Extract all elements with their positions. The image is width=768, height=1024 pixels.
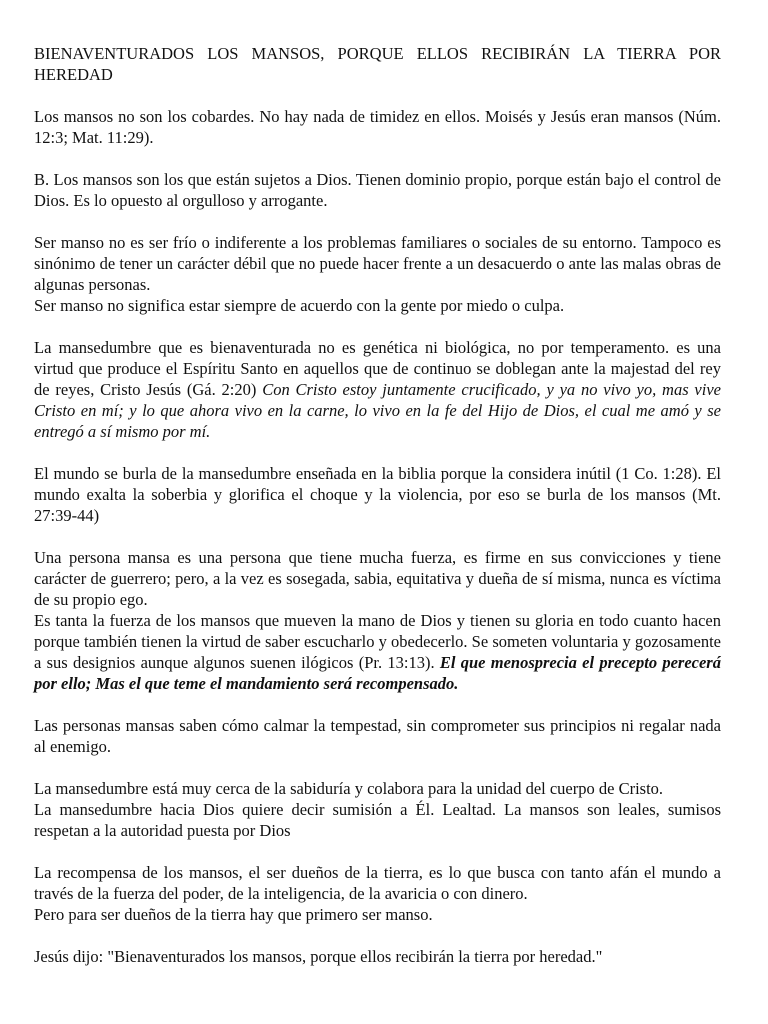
paragraph-9b: Pero para ser dueños de la tierra hay que primero ser manso.	[34, 905, 433, 924]
paragraph-7: Las personas mansas saben cómo calmar la tempestad, sin comprometer sus principios ni regalar nada al enemigo.	[34, 716, 721, 756]
scripture-quote-galatians: Con Cristo estoy juntamente crucificado, y ya no vivo yo, mas vive Cristo en mí; y lo que ahora vivo en la carne, lo vivo en la fe del Hijo de Dios, el cual me amó y se entregó a sí mismo por mí.	[34, 380, 721, 441]
paragraph-9a: La recompensa de los mansos, el ser dueños de la tierra, es lo que busca con tanto afán el mundo a través de la fuerza del poder, de la inteligencia, de la avaricia o con dinero.	[34, 863, 721, 903]
scripture-quote-proverbs: El que menosprecia el precepto perecerá por ello; Mas el que teme el mandamiento será recompensado.	[34, 653, 721, 693]
paragraph-10: Jesús dijo: "Bienaventurados los mansos, porque ellos recibirán la tierra por heredad."	[34, 947, 603, 966]
paragraph-4	[34, 337, 721, 442]
paragraph-6a: Una persona mansa es una persona que tiene mucha fuerza, es firme en sus convicciones y tiene carácter de guerrero; pero, a la vez es sosegada, sabia, equitativa y dueña de sí misma, nunca es víctima de su propio ego.	[34, 548, 721, 609]
paragraph-2: B. Los mansos son los que están sujetos a Dios. Tienen dominio propio, porque están bajo el control de Dios. Es lo opuesto al orgulloso y arrogante.	[34, 170, 721, 210]
paragraph-3b: Ser manso no significa estar siempre de acuerdo con la gente por miedo o culpa.	[34, 296, 565, 315]
document-body	[34, 43, 721, 988]
paragraph-3a: Ser manso no es ser frío o indiferente a los problemas familiares o sociales de su entorno. Tampoco es sinónimo de tener un carácter débil que no puede hacer frente a un desacuerdo o ante las malas obras de algunas personas.	[34, 233, 721, 294]
paragraph-8b: La mansedumbre hacia Dios quiere decir sumisión a Él. Lealtad. La mansos son leales, sumisos respetan a la autoridad puesta por Dios	[34, 800, 721, 840]
paragraph-8a: La mansedumbre está muy cerca de la sabiduría y colabora para la unidad del cuerpo de Cristo.	[34, 779, 664, 798]
document-title: BIENAVENTURADOS LOS MANSOS, PORQUE ELLOS RECIBIRÁN LA TIERRA POR HEREDAD	[34, 44, 721, 84]
paragraph-5: El mundo se burla de la mansedumbre enseñada en la biblia porque la considera inútil (1 Co. 1:28). El mundo exalta la soberbia y glorifica el choque y la violencia, por eso se burla de los mansos (Mt. 27:39-44)	[34, 464, 721, 525]
paragraph-1: Los mansos no son los cobardes. No hay nada de timidez en ellos. Moisés y Jesús eran mansos (Núm. 12:3; Mat. 11:29).	[34, 107, 721, 147]
paragraph-6b	[34, 610, 721, 694]
paragraph-4-text: La mansedumbre que es bienaventurada no es genética ni biológica, no por temperamento. es una virtud que produce el Espíritu Santo en aquellos que de continuo se doblegan ante la majestad del rey de reyes, Cristo Jesús (Gá. 2:20)	[34, 338, 721, 399]
paragraph-6b-text: Es tanta la fuerza de los mansos que mueven la mano de Dios y tienen su gloria en todo cuanto hacen porque también tienen la virtud de saber escucharlo y obedecerlo. Se someten voluntaria y gozosamente a sus designios aunque algunos suenen ilógicos (Pr. 13:13).	[34, 611, 721, 672]
